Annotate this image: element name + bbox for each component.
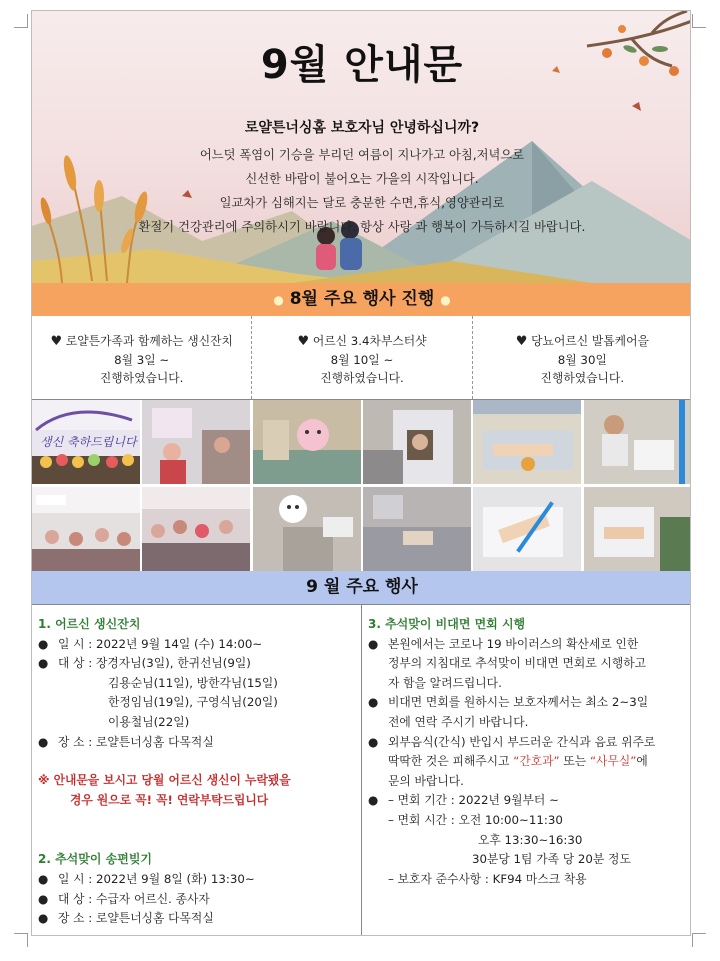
dot-icon: ● <box>440 293 451 307</box>
event-photo-booster-shot <box>253 487 361 572</box>
birthday-target-text: 대 상 : 장경자님(3일), 한귀선님(9일) <box>58 656 251 671</box>
chuseok-target-text: 대 상 : 수급자 어르신. 종사자 <box>58 891 210 906</box>
chuseok-place <box>38 909 355 929</box>
visit-p2-text: 비대면 면회를 원하시는 보호자께서는 최소 2~3일 <box>388 695 649 710</box>
intro-line: 신선한 바람이 불어오는 가을의 시작입니다. <box>245 172 479 186</box>
chuseok-date <box>38 870 355 890</box>
visit-time-rule: 30분당 1팀 가족 당 20분 정도 <box>472 852 631 867</box>
visit-p3 <box>368 733 686 753</box>
visit-time: – 면회 시간 : 오전 10:00~11:30 <box>388 812 563 827</box>
intro-paragraph <box>92 143 632 239</box>
august-section-bar <box>32 283 691 316</box>
bullet-icon: ● <box>368 734 379 749</box>
crop-mark-top-left <box>14 14 28 28</box>
august-events <box>32 316 691 400</box>
heart-icon: ♥ <box>297 334 310 349</box>
event-photo-birthday <box>142 487 250 572</box>
event-photo-foot-care <box>473 487 581 572</box>
bullet-icon: ● <box>368 793 379 808</box>
event-title: 당뇨어르신 발톱케어을 <box>531 334 649 348</box>
bullet-icon: ● <box>38 891 49 906</box>
bullet-icon: ● <box>38 734 49 749</box>
birthday-place-text: 장 소 : 로얄튼너싱홈 다목적실 <box>58 734 214 749</box>
visit-period-text: – 면회 기간 : 2022년 9월부터 ~ <box>388 793 559 808</box>
crop-mark-bottom-right <box>692 933 706 947</box>
crop-mark-bottom-left <box>14 933 28 947</box>
visit-p1 <box>368 635 686 655</box>
event-date: 8월 3일 ~ <box>114 353 170 367</box>
september-left-column <box>32 605 362 936</box>
august-event <box>473 316 691 399</box>
birthday-date-text: 일 시 : 2022년 9월 14일 (수) 14:00~ <box>58 636 263 651</box>
event-photo-booster-shot <box>253 400 361 485</box>
event-photo-birthday <box>142 400 250 485</box>
visit-time-pm: 오후 13:30~16:30 <box>478 832 583 847</box>
visit-p3-post: 에 <box>636 754 648 769</box>
august-event <box>32 316 252 399</box>
dot-icon: ● <box>273 293 284 307</box>
bullet-icon: ● <box>368 695 379 710</box>
event-photo-birthday <box>32 487 140 572</box>
visit-p1-cont: 자 함을 알려드립니다. <box>388 675 502 690</box>
intro-line: 어느덧 폭염이 기승을 부리던 여름이 지나가고 아침,저녁으로 <box>199 148 525 162</box>
event-date: 8월 30일 <box>557 353 607 367</box>
visit-p1-cont: 정부의 지침대로 추석맞이 비대면 면회로 시행하고 <box>388 656 647 671</box>
august-section-title: 8월 주요 행사 진행 <box>289 289 435 309</box>
chuseok-place-text: 장 소 : 로얄튼너싱홈 다목적실 <box>58 911 214 926</box>
heart-icon: ♥ <box>515 334 528 349</box>
visit-heading: 3. 추석맞이 비대면 면회 시행 <box>368 617 526 631</box>
page-title: 9월 안내문 <box>260 42 464 88</box>
photo-banner-text: 생신 축하드립니다 <box>40 435 137 449</box>
visit-period <box>368 791 686 811</box>
visit-p3-cont: 문의 바랍니다. <box>388 773 464 788</box>
event-title: 어르신 3.4차부스터샷 <box>312 334 427 348</box>
september-events <box>32 604 691 936</box>
birthday-place <box>38 733 355 753</box>
event-status: 진행하였습니다. <box>99 371 184 385</box>
chuseok-target <box>38 890 355 910</box>
event-status: 진행하였습니다. <box>320 371 404 385</box>
header-banner <box>32 11 691 283</box>
visit-p3-cont <box>368 752 686 772</box>
birthday-notice-line: 경우 원으로 꼭! 꼭! 연락부탁드립니다 <box>70 792 269 807</box>
birthday-heading: 1. 어르신 생신잔치 <box>38 617 141 631</box>
birthday-target <box>38 654 355 674</box>
event-status: 진행하였습니다. <box>540 371 625 385</box>
visit-p3-pre: 딱딱한 것은 피해주시고 <box>388 754 514 769</box>
birthday-date <box>38 635 355 655</box>
visit-guardian-rule: – 보호자 준수사항 : KF94 마스크 착용 <box>388 871 587 886</box>
birthday-notice-line: ※ 안내문을 보시고 당월 어르신 생신이 누락됐을 <box>38 773 291 788</box>
event-date: 8월 10일 ~ <box>330 353 394 367</box>
spacer <box>38 810 355 850</box>
admin-office-text: “사무실” <box>589 754 637 769</box>
spacer <box>38 752 355 771</box>
birthday-target-more: 이용철님(22일) <box>108 714 190 729</box>
greeting: 로얄튼너싱홈 보호자님 안녕하십니까? <box>244 120 480 136</box>
event-photo-booster-shot <box>363 400 471 485</box>
chuseok-date-text: 일 시 : 2022년 9월 8일 (화) 13:30~ <box>58 871 255 886</box>
intro-line: 일교차가 심해지는 달로 충분한 수면,휴식,영양관리로 <box>219 196 505 210</box>
september-section-bar <box>32 571 691 604</box>
intro-line: 환절기 건강관리에 주의하시기 바랍니다. 항상 사랑 과 행복이 가득하시길 바랍니다. <box>138 220 586 234</box>
event-photo-grid <box>32 400 691 571</box>
visit-p2 <box>368 693 686 713</box>
visit-p3-or: 또는 <box>559 754 590 769</box>
event-photo-foot-care <box>584 400 691 485</box>
event-photo-foot-care <box>584 487 691 572</box>
visit-p3-text: 외부음식(간식) 반입시 부드러운 간식과 음료 위주로 <box>388 734 656 749</box>
bullet-icon: ● <box>38 871 49 886</box>
event-photo-booster-shot <box>363 487 471 572</box>
event-title: 로얄튼가족과 함께하는 생신잔치 <box>65 334 233 348</box>
event-photo-birthday <box>32 400 140 485</box>
notice-page <box>31 10 691 936</box>
bullet-icon: ● <box>368 636 379 651</box>
september-right-column <box>362 605 691 936</box>
heart-icon: ♥ <box>50 334 63 349</box>
nurse-office-text: “간호과” <box>513 754 560 769</box>
birthday-target-more: 김용순님(11일), 방한각님(15일) <box>108 675 278 690</box>
bullet-icon: ● <box>38 656 49 671</box>
bullet-icon: ● <box>38 911 49 926</box>
bullet-icon: ● <box>38 636 49 651</box>
chuseok-heading: 2. 추석맞이 송편빚기 <box>38 852 153 867</box>
september-section-title: 9 월 주요 행사 <box>306 577 418 597</box>
birthday-target-more: 한정임님(19일), 구영식님(20일) <box>108 695 278 710</box>
visit-p1-text: 본원에서는 코로나 19 바이러스의 확산세로 인한 <box>388 636 639 651</box>
event-photo-foot-care <box>473 400 581 485</box>
visit-p2-cont: 전에 연락 주시기 바랍니다. <box>388 714 529 729</box>
august-event <box>252 316 472 399</box>
crop-mark-top-right <box>692 14 706 28</box>
